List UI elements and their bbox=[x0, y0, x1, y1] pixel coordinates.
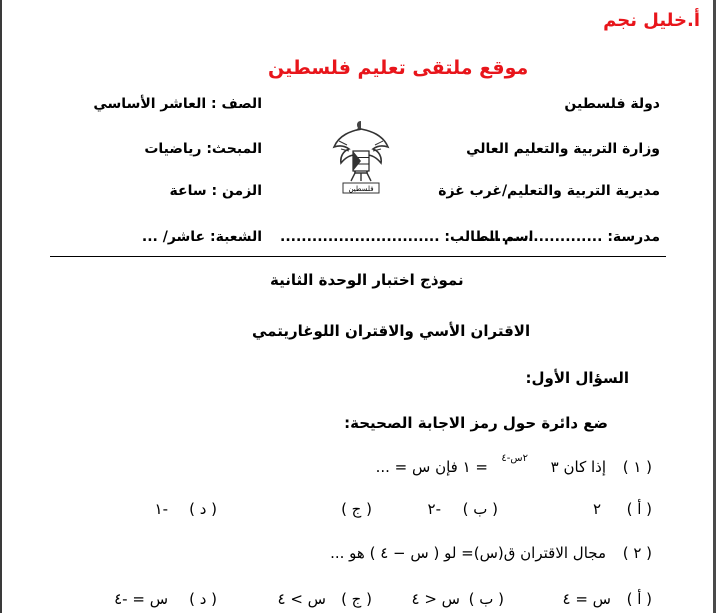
q2-option-d-label[interactable]: ( د ) bbox=[189, 590, 217, 608]
q1-text: إذا كان ٣ bbox=[550, 458, 606, 476]
q1-option-c-label[interactable]: ( ج ) bbox=[341, 500, 372, 518]
state-label: دولة فلسطين bbox=[564, 96, 660, 112]
ministry-label: وزارة التربية والتعليم العالي bbox=[466, 141, 660, 157]
time-label: الزمن : ساعة bbox=[169, 183, 262, 199]
q1-option-a-value: ٢ bbox=[592, 500, 601, 518]
q2-option-a-value: س = ٤ bbox=[562, 590, 611, 608]
section-field: الشعبة: عاشر/ ... bbox=[141, 229, 262, 245]
q1-rest: = ١ فإن س = ... bbox=[375, 458, 488, 476]
q1-option-a-label[interactable]: ( أ ) bbox=[626, 500, 652, 518]
q2-option-d-value: س = -٤ bbox=[114, 590, 168, 608]
q2-option-a-label[interactable]: ( أ ) bbox=[626, 590, 652, 608]
q2-text: مجال الاقتران ق(س)= لو ( س − ٤ ) هو ... bbox=[330, 544, 606, 562]
q2-option-b-value: س < ٤ bbox=[411, 590, 460, 608]
q2-option-c-value: س > ٤ bbox=[277, 590, 326, 608]
student-name-field: اسم الطالب: .............................. bbox=[280, 229, 534, 245]
exam-title: نموذج اختبار الوحدة الثانية bbox=[270, 271, 464, 289]
q1-option-b-label[interactable]: ( ب ) bbox=[462, 500, 498, 518]
q2-number: ( ٢ ) bbox=[622, 544, 652, 562]
site-title: موقع ملتقى تعليم فلسطين bbox=[268, 57, 529, 79]
q1-option-d-value: -١ bbox=[154, 500, 168, 518]
subject-label: المبحث: رياضيات bbox=[144, 141, 262, 157]
grade-label: الصف : العاشر الأساسي bbox=[93, 96, 262, 112]
unit-title: الاقتران الأسي والاقتران اللوغاريتمي bbox=[252, 322, 531, 340]
q1-exponent: ٢س-٤ bbox=[501, 453, 528, 464]
q1-option-b-value: -٢ bbox=[427, 500, 441, 518]
instruction-text: ضع دائرة حول رمز الاجابة الصحيحة: bbox=[344, 414, 608, 432]
palestine-emblem-icon bbox=[331, 115, 391, 197]
header-divider bbox=[50, 256, 666, 257]
q2-option-b-label[interactable]: ( ب ) bbox=[468, 590, 504, 608]
q1-option-d-label[interactable]: ( د ) bbox=[189, 500, 217, 518]
author-name: أ.خليل نجم bbox=[603, 10, 700, 31]
question-label: السؤال الأول: bbox=[525, 369, 629, 387]
page-border-left bbox=[0, 0, 2, 613]
q1-number: ( ١ ) bbox=[622, 458, 652, 476]
q2-option-c-label[interactable]: ( ج ) bbox=[341, 590, 372, 608]
emblem-text: فلسطين bbox=[348, 185, 374, 193]
school-field: مدرسة: ....................... bbox=[480, 229, 660, 245]
directorate-label: مديرية التربية والتعليم/غرب غزة bbox=[438, 183, 660, 199]
